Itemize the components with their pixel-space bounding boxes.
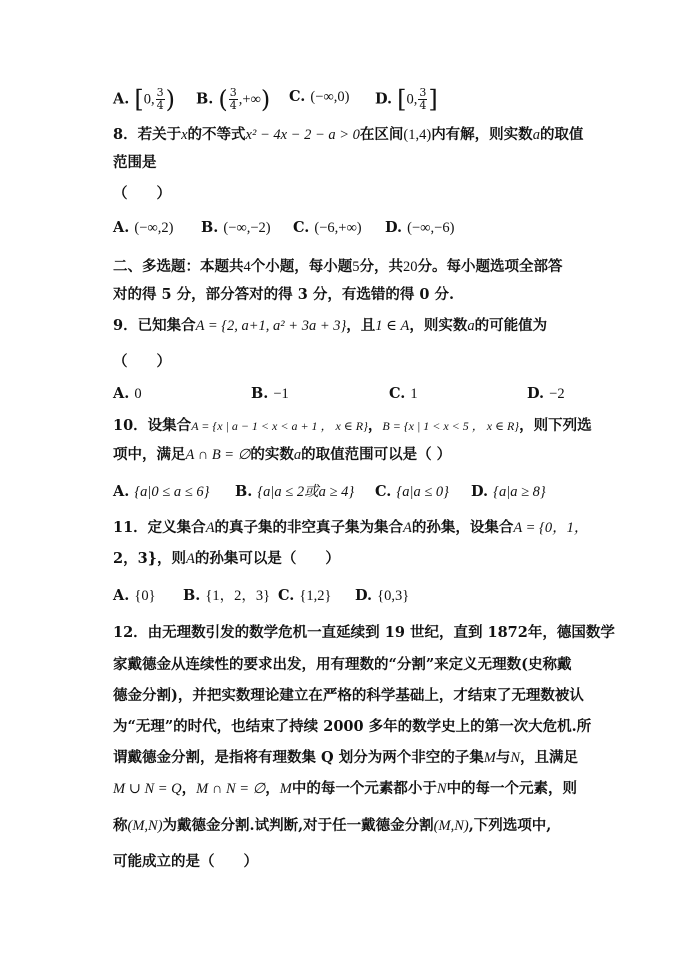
text: ，且满足 (520, 749, 578, 766)
math: −1 (273, 386, 289, 402)
q7-option-d (375, 87, 438, 112)
math: 0, (143, 91, 155, 108)
math: {a|0 ≤ a ≤ 6} (134, 484, 210, 500)
text: 为戴德金分割.试判断,对于任一戴德金分割 (162, 817, 434, 834)
q11-option-b (183, 586, 270, 606)
denominator: 4 (156, 99, 164, 112)
math-var: A (403, 520, 412, 536)
math-var: A (205, 520, 215, 536)
math: {a|a ≤ 2或a ≥ 4} (257, 484, 355, 500)
q10-option-c (375, 482, 449, 502)
text: 8．若关于 (113, 126, 182, 143)
math: (−6,+∞) (314, 220, 362, 236)
math-pair: (M,N) (127, 818, 163, 834)
q8-option-b (201, 218, 271, 238)
fraction (418, 87, 427, 112)
text: ，则实数 (409, 317, 468, 334)
q11-option-a (113, 586, 156, 606)
q9-answer-paren: （ ） (113, 353, 171, 370)
math: ,+∞ (238, 91, 261, 108)
fraction (229, 87, 238, 112)
q8-option-c (293, 218, 362, 238)
q9-option-a (113, 384, 142, 404)
q10-option-b (235, 482, 354, 502)
math: {a|a ≤ 0} (396, 484, 449, 500)
number: 5 (352, 259, 360, 275)
math: (−∞,−6) (407, 220, 455, 236)
q10-stem-line2 (113, 445, 451, 465)
option-label: D. (385, 219, 403, 236)
q11-stem-line1 (113, 518, 588, 538)
option-label: D. (355, 587, 373, 604)
text: 中的每一个元素都小于 (291, 780, 437, 797)
math-var: x (181, 127, 188, 143)
text: 的实数 (250, 446, 294, 463)
text: 个小题，每小题 (250, 258, 353, 275)
math-set: B = {x | 1 < x < 5 ， x ∈ R} (382, 419, 520, 433)
option-label: C. (278, 587, 295, 604)
text: 的取值 (539, 126, 584, 143)
q12-line6 (113, 779, 577, 799)
math-condition: A ∩ B = ∅ (185, 447, 251, 463)
math-set: A = {2, a+1, a² + 3a + 3} (195, 318, 347, 334)
math-var: M (279, 781, 292, 797)
text: 谓戴德金分割，是指将有理数集 Q 划分为两个非空的子集 (113, 749, 484, 766)
text: 的孙集可以是（ ） (194, 550, 340, 567)
section2-header-line2: 对的得 5 分，部分答对的得 3 分，有选错的得 0 分. (113, 286, 455, 303)
option-label: A. (113, 483, 130, 500)
option-label: D. (471, 483, 489, 500)
q8-option-a (113, 218, 173, 238)
text: ，且 (346, 317, 376, 334)
q8-stem-line2: 范围是 (113, 154, 157, 171)
math-pair: (M,N) (433, 818, 469, 834)
text: 分。每小题选项全部答 (417, 258, 563, 275)
bracket: [ (397, 85, 407, 114)
numerator: 3 (229, 86, 237, 99)
text: ， (367, 417, 383, 434)
option-label: A. (113, 90, 130, 108)
number: 4 (243, 259, 251, 275)
math: −2 (549, 386, 565, 402)
text: 的孙集，设集合 (411, 519, 514, 536)
math-var: a (532, 127, 540, 143)
text: 二、多选题：本题共 (113, 258, 244, 275)
math-interval: (1,4) (403, 127, 432, 143)
q12-line7 (113, 816, 551, 836)
q11-option-c (278, 586, 331, 606)
option-label: B. (201, 219, 219, 236)
math-var: A (186, 551, 195, 567)
text: 2，3}，则 (113, 550, 187, 567)
text: 中的每一个元素，则 (446, 780, 578, 797)
section2-header-line1 (113, 257, 563, 277)
math-equation: M ∩ N = ∅ (196, 781, 266, 797)
option-label: A. (113, 219, 130, 236)
math-var: N (436, 781, 447, 797)
q11-stem-line2 (113, 549, 340, 569)
q12-line4: 为“无理”的时代，也结束了持续 2000 多年的数学史上的第一次大危机.所 (113, 718, 592, 735)
math: 0 (134, 386, 142, 402)
math: {0} (134, 588, 156, 604)
option-label: A. (113, 385, 130, 402)
math: {1，2，3} (205, 588, 271, 604)
math: 1 (410, 386, 418, 402)
option-label: C. (389, 385, 406, 402)
text: 分，共 (359, 258, 403, 275)
bracket: ] (428, 85, 438, 114)
text: ,下列选项中, (468, 817, 552, 834)
bracket: [ (134, 85, 144, 114)
numerator: 3 (419, 86, 427, 99)
math: 0, (406, 91, 418, 108)
bracket: ( (218, 85, 228, 114)
q7-option-c (289, 87, 349, 107)
option-label: B. (196, 90, 214, 108)
text: 9．已知集合 (113, 317, 196, 334)
text: 称 (113, 817, 128, 834)
q11-option-d (355, 586, 409, 606)
q7-option-b (196, 87, 270, 112)
math: {1,2} (299, 588, 332, 604)
text: 10．设集合 (113, 417, 192, 434)
q12-line3: 德金分割)，并把实数理论建立在严格的科学基础上，才结束了无理数被认 (113, 687, 584, 704)
fraction (156, 87, 165, 112)
q10-stem-line1 (113, 416, 592, 436)
text: ， (181, 780, 197, 797)
option-label: D. (375, 90, 393, 108)
denominator: 4 (229, 99, 237, 112)
option-label: D. (527, 385, 545, 402)
option-label: C. (289, 88, 306, 105)
text: 项中，满足 (113, 446, 186, 463)
number: 20 (403, 259, 418, 275)
math-equation: M ∪ N = Q (113, 781, 182, 797)
text: 的可能值为 (474, 317, 548, 334)
math: (−∞,0) (310, 89, 350, 105)
option-label: C. (375, 483, 392, 500)
q9-option-c (389, 384, 418, 404)
math-inequality: x² − 4x − 2 − a > 0 (245, 127, 360, 143)
text: ，则下列选 (519, 417, 592, 434)
option-label: B. (235, 483, 253, 500)
q7-option-a (113, 87, 175, 112)
math-var: a (293, 447, 302, 463)
text: 的不等式 (187, 126, 246, 143)
q10-option-a (113, 482, 209, 502)
q8-stem-line1 (113, 125, 583, 145)
math: {a|a ≥ 8} (493, 484, 546, 500)
option-label: B. (183, 587, 201, 604)
q12-line5 (113, 748, 578, 768)
option-label: A. (113, 587, 130, 604)
option-label: B. (251, 385, 269, 402)
math: (−∞,−2) (223, 220, 271, 236)
q9-stem-line1 (113, 316, 547, 336)
q8-option-d (385, 218, 454, 238)
bracket: ) (260, 85, 271, 114)
math-var: N (510, 750, 520, 766)
math-set: A = {x | a − 1 < x < a + 1 ， x ∈ R} (191, 419, 368, 433)
bracket: ) (165, 85, 175, 114)
q12-line1: 12．由无理数引发的数学危机一直延续到 19 世纪，直到 1872年，德国数学 (113, 624, 615, 641)
text: 在区间 (359, 126, 404, 143)
q9-option-b (251, 384, 289, 404)
q10-option-d (471, 482, 546, 502)
text: 内有解，则实数 (431, 126, 533, 143)
q12-line2: 家戴德金从连续性的要求出发，用有理数的“分割”来定义无理数(史称戴 (113, 656, 572, 673)
text: ， (265, 780, 280, 797)
text: 的真子集的非空真子集为集合 (214, 519, 404, 536)
text: 的取值范围可以是（ ） (301, 446, 452, 463)
q8-answer-paren: （ ） (113, 185, 171, 202)
numerator: 3 (156, 86, 164, 99)
math-condition: 1 ∈ A (375, 318, 410, 334)
math: (−∞,2) (134, 220, 174, 236)
q9-option-d (527, 384, 565, 404)
option-label: C. (293, 219, 310, 236)
denominator: 4 (419, 99, 427, 112)
math: {0,3} (377, 588, 410, 604)
text: 与 (495, 749, 511, 766)
math-var: a (467, 318, 475, 334)
q12-line8: 可能成立的是（ ） (113, 853, 258, 870)
text: 11．定义集合 (113, 519, 206, 536)
math-set: A = {0，1， (513, 520, 589, 536)
math-var: M (483, 750, 496, 766)
